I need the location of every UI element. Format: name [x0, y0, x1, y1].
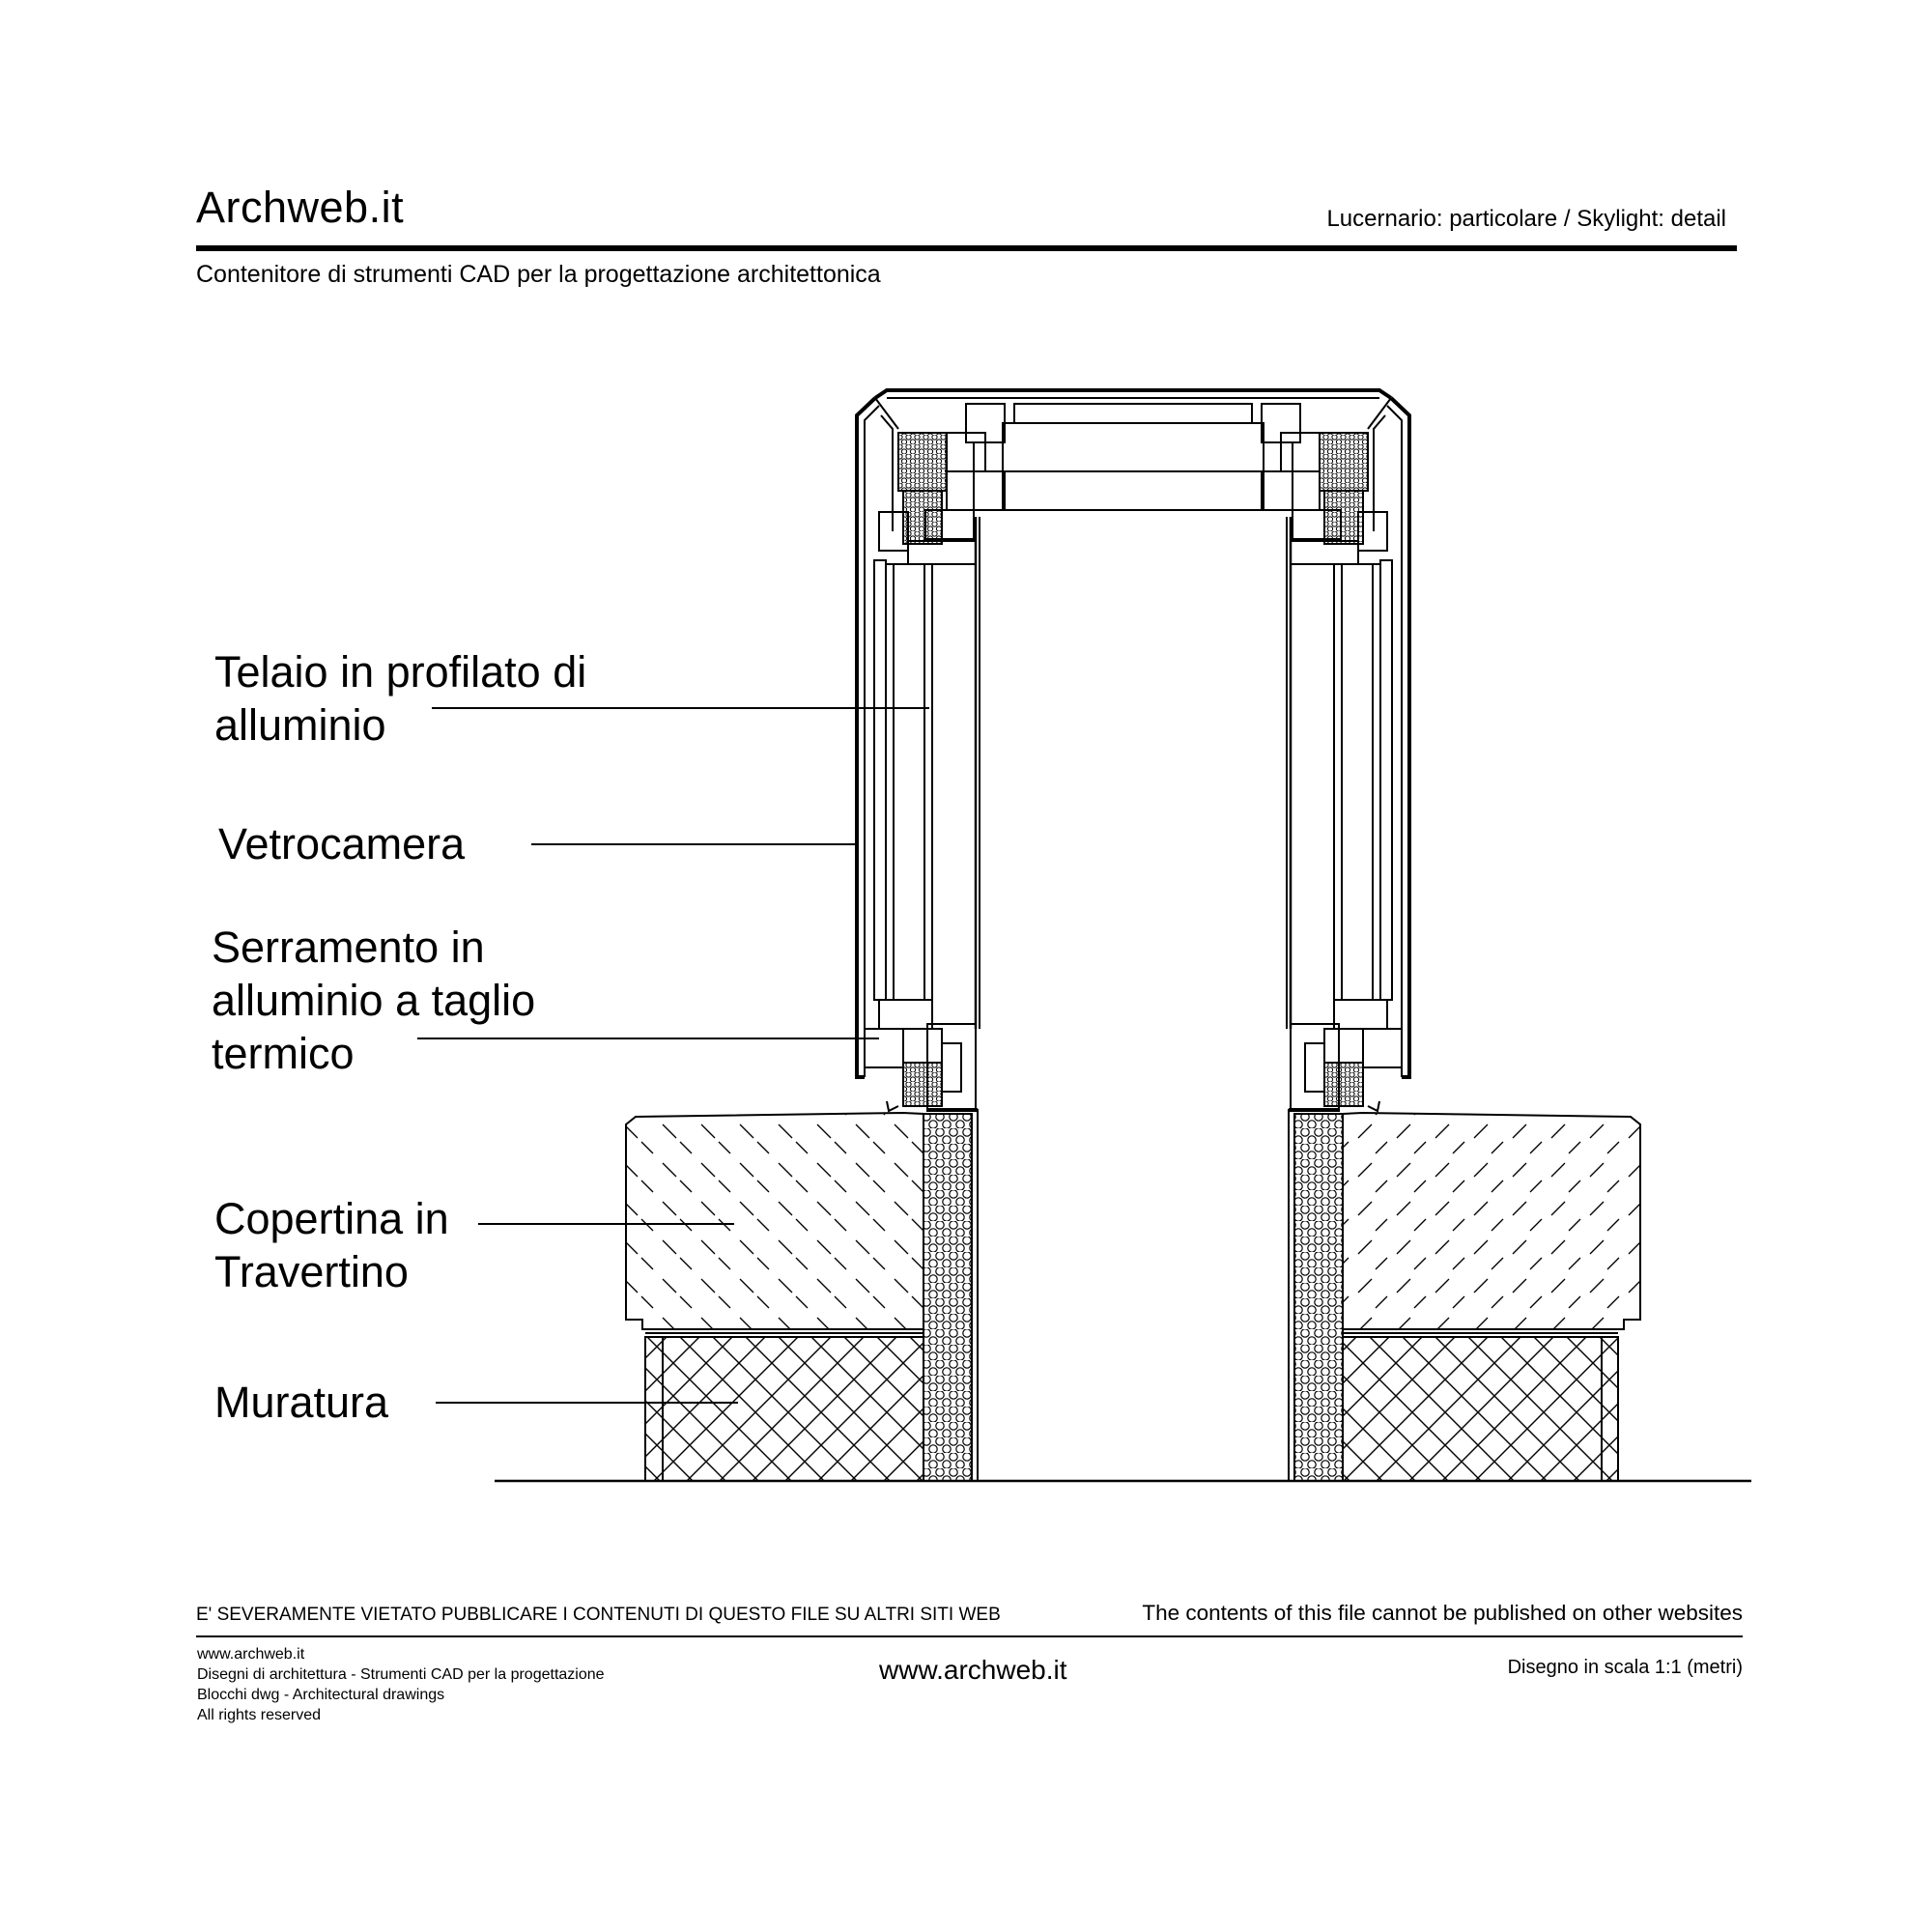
outer-glass-left: [857, 398, 875, 1077]
footer-scale-note: Disegno in scala 1:1 (metri): [1507, 1657, 1743, 1678]
footer-rule: [196, 1635, 1743, 1637]
warning-english: The contents of this file cannot be published on other websites: [1142, 1601, 1743, 1625]
travertine-coping-right: [1343, 1113, 1640, 1329]
label-telaio-line-2: alluminio: [214, 700, 386, 750]
footer-website[interactable]: www.archweb.it: [879, 1655, 1067, 1685]
label-vetrocamera-line-1: Vetrocamera: [218, 819, 466, 868]
sash-profile-right: [1334, 1000, 1387, 1029]
footer-credit-line: Blocchi dwg - Architectural drawings: [197, 1687, 445, 1703]
insulation-right: [1294, 1114, 1343, 1481]
masonry-left: [645, 1337, 923, 1481]
footer-credit-line: Disegni di architettura - Strumenti CAD per la progettazione: [197, 1666, 605, 1683]
masonry-right: [1343, 1337, 1618, 1481]
label-copertina-line-1: Copertina in: [214, 1194, 449, 1243]
footer-credit-line: www.archweb.it: [197, 1646, 305, 1663]
warning-italian: E' SEVERAMENTE VIETATO PUBBLICARE I CONTENUTI DI QUESTO FILE SU ALTRI SITI WEB: [196, 1605, 1001, 1625]
top-glass-panel: [1014, 404, 1252, 423]
drawing-subtitle: Lucernario: particolare / Skylight: detail: [1326, 206, 1726, 232]
label-serramento-line-2: alluminio a taglio: [212, 976, 536, 1025]
travertine-coping-left: [626, 1113, 923, 1329]
label-muratura-line-1: Muratura: [214, 1378, 389, 1427]
label-serramento-line-3: termico: [212, 1029, 355, 1078]
insulation-left: [923, 1114, 972, 1481]
tagline: Contenitore di strumenti CAD per la progettazione architettonica: [196, 261, 881, 288]
frame-right-outer: [1380, 560, 1392, 1000]
label-telaio-line-1: Telaio in profilato di: [214, 647, 587, 697]
sash-profile-left: [879, 1000, 932, 1029]
footer-credit-line: All rights reserved: [197, 1707, 322, 1723]
footer-credits: [197, 1644, 605, 1725]
frame-left-outer: [874, 560, 886, 1000]
label-copertina-line-2: Travertino: [214, 1247, 409, 1296]
brand-title: Archweb.it: [196, 183, 405, 232]
top-cover: [875, 390, 1391, 398]
outer-glass-right: [1391, 398, 1409, 1077]
label-serramento-line-1: Serramento in: [212, 923, 485, 972]
